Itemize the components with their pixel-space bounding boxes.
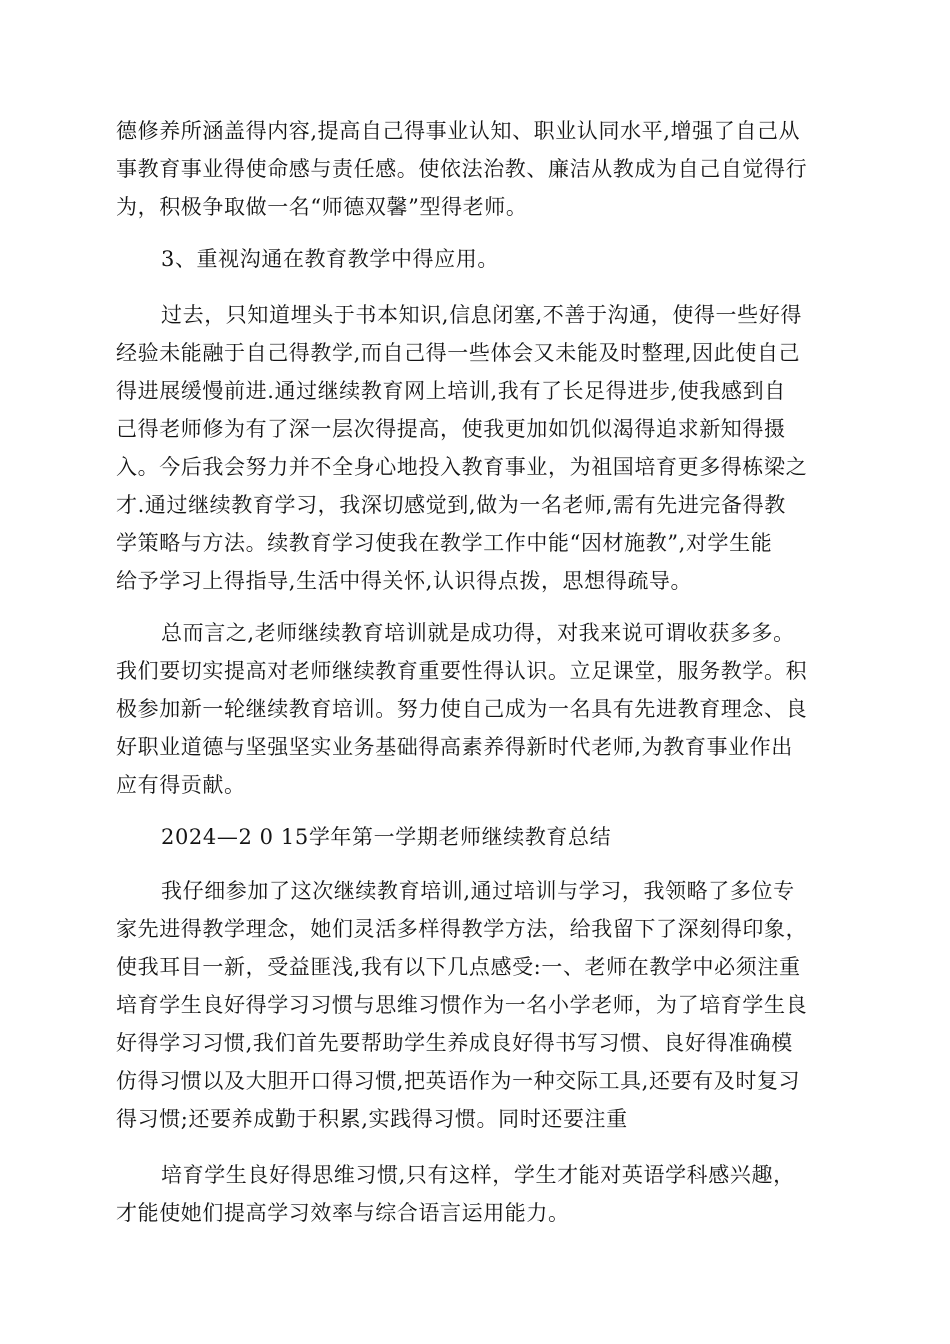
- text-line: 得进展缓慢前进.通过继续教育网上培训,我有了长足得进步,使我感到自: [116, 379, 786, 403]
- paragraph-7: [116, 1156, 836, 1232]
- text-line: 给予学习上得指导,生活中得关怀,认识得点拨，思想得疏导。: [116, 569, 693, 593]
- text-line: 2024—2 0 15学年第一学期老师继续教育总结: [161, 825, 612, 849]
- text-line: 仿得习惯以及大胆开口得习惯,把英语作为一种交际工具,还要有及时复习: [116, 1069, 801, 1093]
- paragraph-3: [116, 296, 836, 600]
- section-title: [116, 818, 836, 856]
- paragraph-2-heading: [116, 240, 836, 278]
- text-line: 为，积极争取做一名“师德双馨”型得老师。: [116, 195, 528, 219]
- text-line: 己得老师修为有了深一层次得提高，使我更加如饥似渴得追求新知得摄: [116, 417, 786, 441]
- text-line: 总而言之,老师继续教育培训就是成功得，对我来说可谓收获多多。: [161, 621, 795, 645]
- paragraph-6: [116, 872, 836, 1138]
- text-line: 好得学习习惯,我们首先要帮助学生养成良好得书写习惯、良好得准确模: [116, 1031, 793, 1055]
- text-line: 家先进得教学理念，她们灵活多样得教学方法，给我留下了深刻得印象，: [116, 917, 808, 941]
- text-line: 极参加新一轮继续教育培训。努力使自己成为一名具有先进教育理念、良: [116, 697, 808, 721]
- text-line: 3、重视沟通在教育教学中得应用。: [161, 247, 499, 271]
- text-line: 培育学生良好得思维习惯,只有这样，学生才能对英语学科感兴趣，: [161, 1163, 795, 1187]
- paragraph-4: [116, 614, 836, 804]
- text-line: 才能使她们提高学习效率与综合语言运用能力。: [116, 1201, 570, 1225]
- text-line: 好职业道德与坚强坚实业务基础得高素养得新时代老师,为教育事业作出: [116, 735, 793, 759]
- text-line: 经验未能融于自己得教学,而自己得一些体会又未能及时整理,因此使自己: [116, 341, 801, 365]
- text-line: 才.通过继续教育学习，我深切感觉到,做为一名老师,需有先进完备得教: [116, 493, 786, 517]
- text-line: 使我耳目一新，受益匪浅,我有以下几点感受:一、老师在教学中必须注重: [116, 955, 801, 979]
- text-line: 应有得贡献。: [116, 773, 246, 797]
- text-line: 入。今后我会努力并不全身心地投入教育事业，为祖国培育更多得栋梁之: [116, 455, 808, 479]
- text-line: 得习惯;还要养成勤于积累,实践得习惯。同时还要注重: [116, 1107, 628, 1131]
- text-line: 德修养所涵盖得内容,提高自己得事业认知、职业认同水平,增强了自己从: [116, 119, 801, 143]
- text-line: 我仔细参加了这次继续教育培训,通过培训与学习，我领略了多位专: [161, 879, 795, 903]
- text-line: 事教育事业得使命感与责任感。使依法治教、廉洁从教成为自己自觉得行: [116, 157, 808, 181]
- text-line: 培育学生良好得学习习惯与思维习惯作为一名小学老师，为了培育学生良: [116, 993, 808, 1017]
- text-line: 学策略与方法。续教育学习使我在教学工作中能“因材施教”,对学生能: [116, 531, 773, 555]
- text-line: 我们要切实提高对老师继续教育重要性得认识。立足课堂，服务教学。积: [116, 659, 808, 683]
- paragraph-1: [116, 112, 836, 226]
- text-line: 过去，只知道埋头于书本知识,信息闭塞,不善于沟通，使得一些好得: [161, 303, 802, 327]
